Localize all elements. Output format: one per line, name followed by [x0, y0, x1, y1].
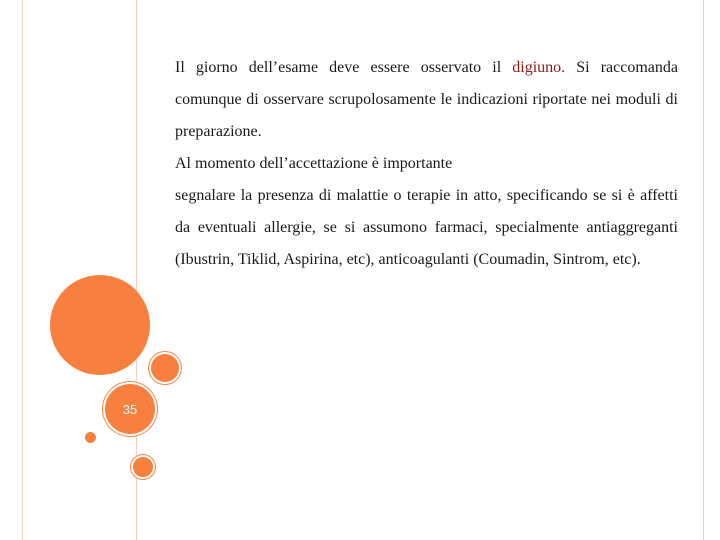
highlight-digiuno: digiuno. — [512, 59, 566, 76]
paragraph-fasting — [175, 52, 678, 148]
slide-body — [175, 52, 678, 276]
decorative-bottom-circle — [131, 455, 155, 479]
decorative-small-circle — [85, 432, 96, 443]
decorative-right-rule — [703, 0, 704, 540]
paragraph-fasting-text: Il giorno dell’esame deve essere osservato il — [175, 59, 513, 76]
decorative-left-rule — [22, 0, 23, 540]
decorative-large-circle — [50, 275, 150, 375]
decorative-medium-circle — [149, 352, 181, 384]
slide-number-badge — [103, 382, 157, 436]
paragraph-fasting-text-rest: Si raccomanda comunque di osservare scrupolosamente le indicazioni riportate nei moduli di preparazione. — [175, 59, 679, 140]
paragraph-report-conditions: segnalare la presenza di malattie o terapie in atto, specificando se si è affetti da eventuali allergie, se si assumono farmaci, specialmente antiaggreganti (Ibustrin, Tiklid, Aspirina, etc), anticoagulanti (Coumadin, Sintrom, etc). — [175, 187, 678, 268]
slide-number: 35 — [122, 401, 138, 417]
paragraph-acceptance: Al momento dell’accettazione è importante — [175, 155, 453, 172]
